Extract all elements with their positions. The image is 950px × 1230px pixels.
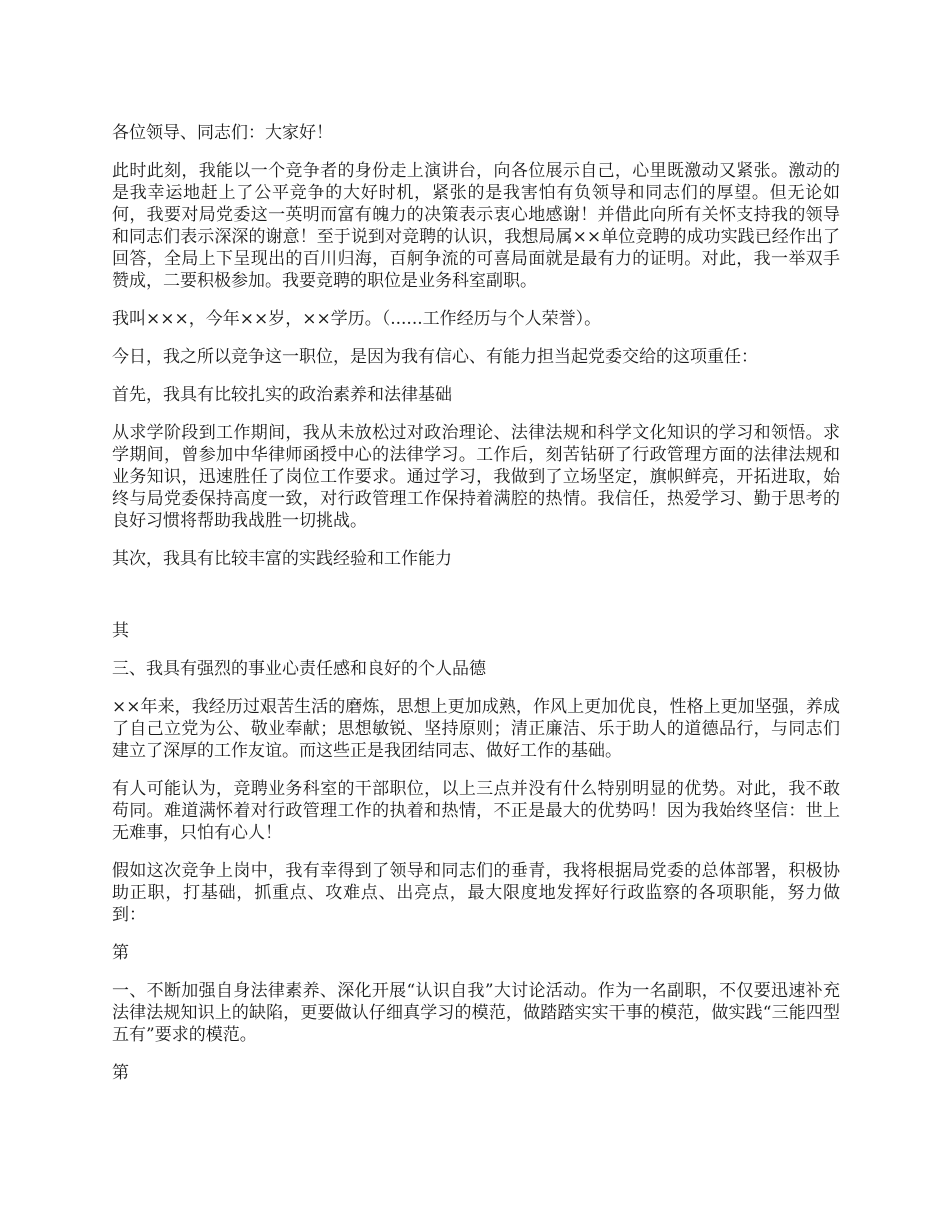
body-paragraph: ××年来，我经历过艰苦生活的磨炼，思想上更加成熟，作风上更加优良，性格上更加坚强，养成了自己立党为公、敬业奉献；思想敏锐、坚持原则；清正廉洁、乐于助人的道德品行，与同志们建立了深厚的工作友谊。而这些正是我团结同志、做好工作的基础。 xyxy=(112,697,840,761)
body-paragraph: 此时此刻，我能以一个竞争者的身份走上演讲台，向各位展示自己，心里既激动又紧张。激动的是我幸运地赶上了公平竞争的大好时机，紧张的是我害怕有负领导和同志们的厚望。但无论如何，我要对局党委这一英明而富有魄力的决策表示衷心地感谢！并借此向所有关怀支持我的领导和同志们表示深深的谢意！至于说到对竞聘的认识，我想局属××单位竞聘的成功实践已经作出了回答，全局上下呈现出的百川归海，百舸争流的可喜局面就是最有力的证明。对此，我一举双手赞成，二要积极参加。我要竞聘的职位是业务科室副职。 xyxy=(112,161,840,291)
fragment-paragraph: 第 xyxy=(112,1063,129,1083)
body-paragraph: 从求学阶段到工作期间，我从未放松过对政治理论、法律法规和科学文化知识的学习和领悟。求学期间，曾参加中华律师函授中心的法律学习。工作后，刻苦钻研了行政管理方面的法律法规和业务知识，迅速胜任了岗位工作要求。通过学习，我做到了立场坚定，旗帜鲜亮，开拓进取，始终与局党委保持高度一致，对行政管理工作保持着满腔的热情。我信任，热爱学习、勤于思考的良好习惯将帮助我战胜一切挑战。 xyxy=(112,423,840,531)
section-heading: 三、我具有强烈的事业心责任感和良好的个人品德 xyxy=(112,659,486,679)
fragment-paragraph: 第 xyxy=(112,943,129,963)
fragment-paragraph: 其 xyxy=(112,621,129,641)
greeting-paragraph: 各位领导、同志们：大家好！ xyxy=(112,123,333,143)
document-body xyxy=(112,122,840,1100)
body-paragraph: 我叫×××，今年××岁，××学历。（......工作经历与个人荣誉）。 xyxy=(112,309,602,329)
body-paragraph: 一、不断加强自身法律素养、深化开展“认识自我”大讨论活动。作为一名副职，不仅要迅速补充法律法规知识上的缺陷，更要做认仔细真学习的模范，做踏踏实实干事的模范，做实践“三能四型五有”要求的模范。 xyxy=(112,981,840,1045)
body-paragraph: 有人可能认为，竞聘业务科室的干部职位，以上三点并没有什么特别明显的优势。对此，我不敢苟同。难道满怀着对行政管理工作的执着和热情，不正是最大的优势吗！因为我始终坚信：世上无难事，只怕有心人！ xyxy=(112,779,840,843)
body-paragraph: 假如这次竞争上岗中，我有幸得到了领导和同志们的垂青，我将根据局党委的总体部署，积极协助正职，打基础，抓重点、攻难点、出亮点，最大限度地发挥好行政监察的各项职能，努力做到： xyxy=(112,861,840,925)
section-heading: 其次，我具有比较丰富的实践经验和工作能力 xyxy=(112,549,452,569)
section-heading: 首先，我具有比较扎实的政治素养和法律基础 xyxy=(112,385,452,405)
body-paragraph: 今日，我之所以竞争这一职位，是因为我有信心、有能力担当起党委交给的这项重任： xyxy=(112,347,758,367)
